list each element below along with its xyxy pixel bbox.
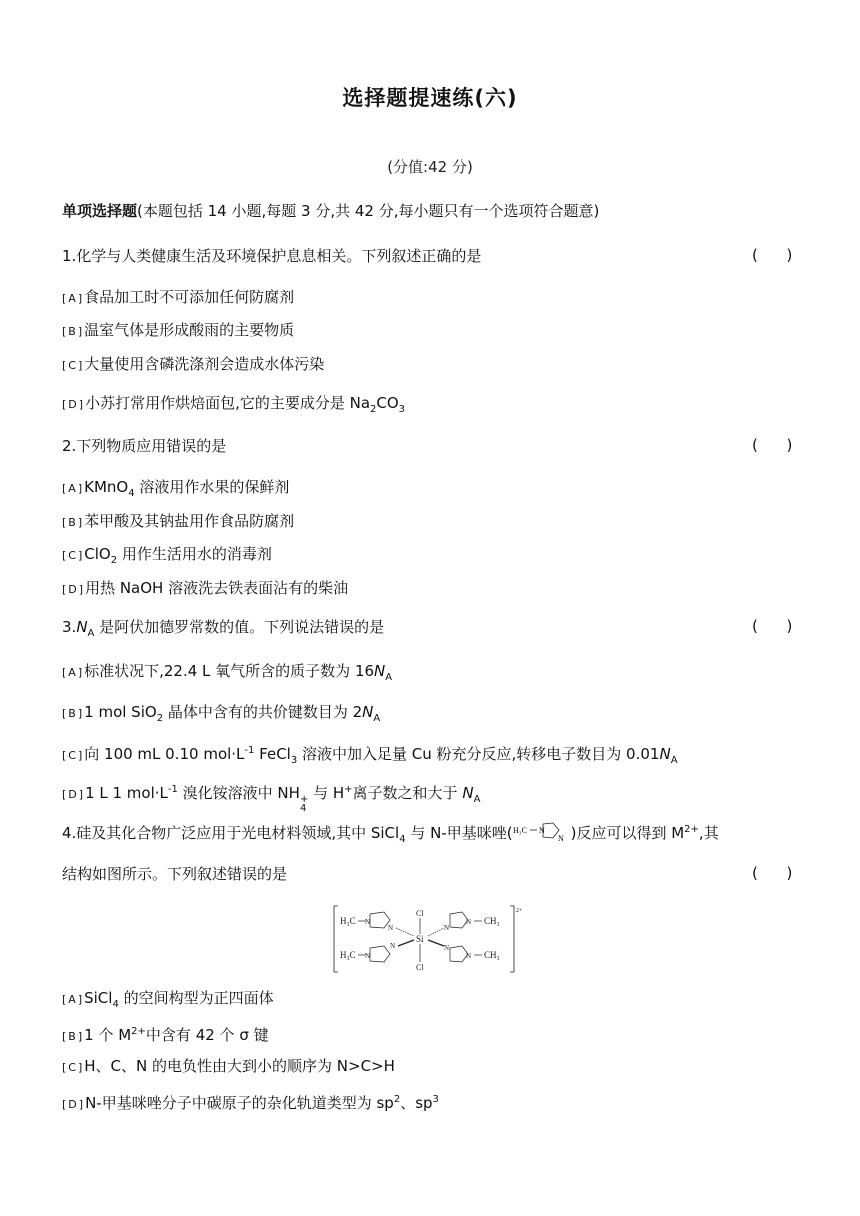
subscript: A bbox=[373, 713, 381, 724]
q2-answer-bracket: ( ) bbox=[752, 436, 793, 454]
q3-option-a bbox=[62, 661, 392, 688]
q3-option-b bbox=[62, 702, 380, 729]
nitrogen-label: N bbox=[444, 924, 450, 932]
superscript: 3 bbox=[432, 1094, 439, 1105]
subscript: 2 bbox=[370, 404, 377, 415]
stem-text: 与 N-甲基咪唑( bbox=[405, 824, 513, 842]
option-text: CO bbox=[376, 394, 399, 412]
option-text: 溶液用作水果的保鲜剂 bbox=[134, 478, 290, 496]
option-text: KMnO bbox=[84, 478, 129, 496]
subscript: 4 bbox=[128, 488, 135, 499]
q4-answer-bracket: ( ) bbox=[752, 864, 793, 882]
stem-text: )反应可以得到 M bbox=[570, 824, 685, 842]
avogadro-symbol: N bbox=[659, 745, 671, 763]
option-text: 的空间构型为正四面体 bbox=[118, 989, 274, 1007]
stem-text: 3. bbox=[62, 618, 77, 636]
subscript: 2 bbox=[156, 713, 164, 724]
score-note: (分值:42 分) bbox=[387, 158, 473, 176]
option-text: 食品加工时不可添加任何防腐剂 bbox=[84, 288, 295, 306]
silicon-label: Si bbox=[416, 934, 424, 944]
option-letter: [D] bbox=[62, 583, 86, 596]
q2-option-d bbox=[62, 578, 348, 600]
subscript: A bbox=[87, 628, 95, 639]
option-text: 1 L 1 mol·L bbox=[85, 784, 168, 802]
option-letter: [B] bbox=[62, 707, 85, 720]
page-title: 选择题提速练(六) bbox=[342, 86, 518, 110]
option-letter: [D] bbox=[62, 398, 86, 411]
stem-text: 4.硅及其化合物广泛应用于光电材料领域,其中 SiCl bbox=[62, 824, 400, 842]
option-text: 离子数之和大于 bbox=[352, 784, 463, 802]
nitrogen-label: N bbox=[538, 826, 545, 835]
nitrogen-label: N bbox=[466, 918, 472, 926]
option-letter: [C] bbox=[62, 1061, 85, 1074]
option-text: ClO bbox=[84, 545, 111, 563]
methyl-label: H₃C bbox=[512, 826, 527, 835]
option-letter: [D] bbox=[62, 788, 86, 801]
nitrogen-label: N bbox=[557, 834, 564, 843]
avogadro-symbol: N bbox=[76, 618, 88, 636]
methyl-label: H₃C bbox=[340, 950, 356, 960]
subscript: 4 bbox=[299, 803, 307, 814]
subscript: 3 bbox=[290, 755, 298, 766]
subscript: 3 bbox=[398, 404, 406, 415]
superscript: + bbox=[299, 794, 309, 805]
q3-answer-bracket: ( ) bbox=[752, 617, 793, 635]
stem-text: ,其 bbox=[698, 824, 719, 842]
option-letter: [C] bbox=[62, 749, 85, 762]
nitrogen-label: N bbox=[365, 918, 371, 926]
charge-label: 2+ bbox=[516, 908, 523, 914]
stem-text: 是阿伏加德罗常数的值。下列说法错误的是 bbox=[94, 618, 385, 636]
chlorine-label: Cl bbox=[416, 963, 424, 972]
option-text: 大量使用含磷洗涤剂会造成水体污染 bbox=[84, 355, 325, 373]
option-text: 苯甲酸及其钠盐用作食品防腐剂 bbox=[84, 512, 295, 530]
option-letter: [A] bbox=[62, 993, 85, 1006]
q4-option-c bbox=[62, 1056, 395, 1078]
q3-stem bbox=[62, 617, 384, 644]
option-letter: [B] bbox=[62, 325, 85, 338]
q2-option-b bbox=[62, 511, 294, 533]
nitrogen-label: N bbox=[365, 952, 371, 960]
option-text: SiCl bbox=[84, 989, 113, 1007]
nitrogen-label: N bbox=[388, 924, 394, 932]
option-text: N-甲基咪唑分子中碳原子的杂化轨道类型为 sp bbox=[85, 1094, 394, 1112]
methyl-label: CH₃ bbox=[484, 950, 500, 960]
option-text: 、sp bbox=[400, 1094, 433, 1112]
q4-option-b bbox=[62, 1022, 269, 1047]
option-text: 1 mol SiO bbox=[84, 703, 157, 721]
q4-stem-line1 bbox=[62, 820, 719, 850]
subscript: 4 bbox=[112, 999, 119, 1010]
option-text: 1 个 M bbox=[84, 1026, 132, 1044]
q1-option-b bbox=[62, 320, 294, 342]
superscript: + bbox=[344, 784, 353, 795]
subscript: A bbox=[473, 794, 481, 805]
option-letter: [A] bbox=[62, 482, 85, 495]
option-text: 中含有 42 个 σ 键 bbox=[145, 1026, 269, 1044]
q2-stem: 2.下列物质应用错误的是 bbox=[62, 437, 227, 455]
subscript: 2 bbox=[110, 555, 118, 566]
methyl-label: H₃C bbox=[340, 916, 356, 926]
nitrogen-label: N bbox=[390, 942, 396, 950]
q1-answer-bracket: ( ) bbox=[752, 246, 793, 264]
option-text: 用热 NaOH 溶液洗去铁表面沾有的柴油 bbox=[85, 579, 349, 597]
superscript: 2+ bbox=[684, 824, 699, 835]
q4-stem-line2: 结构如图所示。下列叙述错误的是 bbox=[62, 865, 288, 883]
option-text: 温室气体是形成酸雨的主要物质 bbox=[84, 321, 295, 339]
q2-option-c bbox=[62, 544, 272, 571]
chlorine-label: Cl bbox=[416, 909, 424, 918]
superscript: -1 bbox=[244, 745, 255, 756]
option-text: FeCl bbox=[254, 745, 291, 763]
option-letter: [A] bbox=[62, 292, 85, 305]
q1-option-d bbox=[62, 393, 405, 420]
q1-option-a bbox=[62, 287, 294, 309]
methyl-label: CH₃ bbox=[484, 916, 500, 926]
option-letter: [C] bbox=[62, 359, 85, 372]
nitrogen-label: N bbox=[444, 944, 450, 952]
option-text: 晶体中含有的共价键数目为 2 bbox=[163, 703, 363, 721]
option-text: 小苏打常用作烘焙面包,它的主要成分是 Na bbox=[85, 394, 371, 412]
section-head: 单项选择题 bbox=[62, 202, 138, 220]
option-text: 溴化铵溶液中 NH bbox=[177, 784, 300, 802]
option-letter: [D] bbox=[62, 1098, 86, 1111]
option-letter: [C] bbox=[62, 549, 85, 562]
q2-option-a bbox=[62, 477, 289, 504]
option-text: 与 H bbox=[308, 784, 345, 802]
option-text: 用作生活用水的消毒剂 bbox=[117, 545, 272, 563]
superscript: 2+ bbox=[131, 1026, 146, 1037]
option-letter: [B] bbox=[62, 516, 85, 529]
q4-option-d bbox=[62, 1090, 439, 1115]
superscript: 2 bbox=[393, 1094, 401, 1105]
n-methylimidazole-structure-icon bbox=[513, 820, 571, 844]
q1-option-c bbox=[62, 354, 324, 376]
q1-stem: 1.化学与人类健康生活及环境保护息息相关。下列叙述正确的是 bbox=[62, 247, 482, 265]
option-text: 溶液中加入足量 Cu 粉充分反应,转移电子数目为 0.01 bbox=[297, 745, 660, 763]
option-text: 向 100 mL 0.10 mol·L bbox=[84, 745, 245, 763]
avogadro-symbol: N bbox=[374, 662, 386, 680]
avogadro-symbol: N bbox=[362, 703, 374, 721]
q3-option-d bbox=[62, 780, 480, 813]
section-desc: (本题包括 14 小题,每题 3 分,共 42 分,每小题只有一个选项符合题意) bbox=[137, 202, 600, 220]
nitrogen-label: N bbox=[466, 952, 472, 960]
option-text: 标准状况下,22.4 L 氧气所含的质子数为 16 bbox=[84, 662, 375, 680]
complex-cation-structure bbox=[332, 902, 532, 976]
option-text: H、C、N 的电负性由大到小的顺序为 N>C>H bbox=[84, 1057, 395, 1075]
subscript: A bbox=[385, 672, 393, 683]
subscript: 4 bbox=[399, 834, 406, 845]
option-letter: [A] bbox=[62, 666, 85, 679]
superscript: -1 bbox=[167, 784, 178, 795]
q3-option-c bbox=[62, 741, 678, 771]
avogadro-symbol: N bbox=[462, 784, 474, 802]
subscript: A bbox=[670, 755, 678, 766]
q4-option-a bbox=[62, 988, 274, 1015]
section-header bbox=[62, 201, 599, 221]
option-letter: [B] bbox=[62, 1030, 85, 1043]
